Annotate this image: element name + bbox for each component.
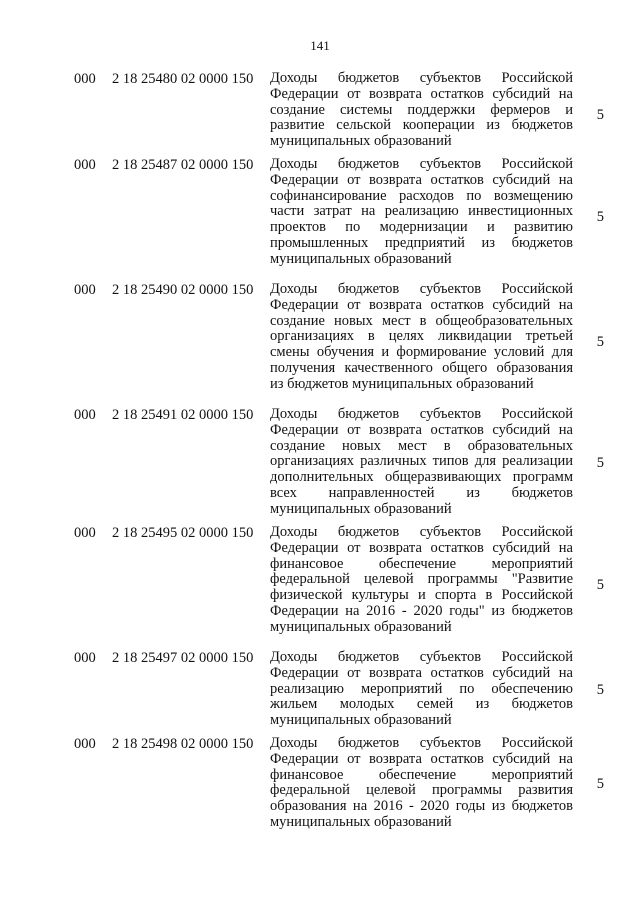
description-line: федеральной целевой программы развития (270, 782, 573, 799)
description-line: муниципальных образований (270, 618, 452, 635)
description-line: образования на 2016 - 2020 годы из бюджетов (270, 798, 573, 815)
description-line: Федерации от возврата остатков субсидий на (270, 664, 573, 681)
admin-code: 000 (74, 157, 96, 173)
rate-value: 5 (596, 776, 604, 792)
description-line: Федерации от возврата остатков субсидий на (270, 296, 573, 313)
description-line: дополнительных общеразвивающих программ (270, 469, 573, 486)
description-line: создание новых мест в образовательных (270, 437, 573, 454)
description-line: Федерации от возврата остатков субсидий на (270, 539, 573, 556)
income-code: 2 18 25497 02 0000 150 (112, 650, 254, 666)
description-line: Доходы бюджетов субъектов Российской (270, 524, 573, 540)
description-line: муниципальных образований (270, 133, 452, 150)
description-line: Федерации от возврата остатков субсидий на (270, 171, 573, 188)
income-code: 2 18 25480 02 0000 150 (112, 71, 254, 87)
description-line: финансовое обеспечение мероприятий (270, 766, 573, 783)
description-line: Федерации от возврата остатков субсидий на (270, 421, 573, 438)
description-line: из бюджетов муниципальных образований (270, 375, 534, 392)
income-description (270, 650, 573, 729)
description-line: проектов по модернизации и развитию (270, 219, 573, 236)
income-description (270, 736, 573, 831)
description-line: муниципальных образований (270, 712, 452, 729)
description-line: муниципальных образований (270, 250, 452, 267)
income-description (270, 525, 573, 636)
income-table (74, 71, 604, 836)
description-line: софинансирование расходов по возмещению (270, 187, 573, 204)
table-row (74, 71, 604, 157)
description-line: смены обучения и формирование условий для (270, 344, 573, 361)
rate-value: 5 (596, 107, 604, 123)
description-line: Федерации от возврата остатков субсидий на (270, 85, 573, 102)
admin-code: 000 (74, 525, 96, 541)
description-line: части затрат на реализацию инвестиционных (270, 203, 573, 220)
rate-value: 5 (596, 682, 604, 698)
income-code: 2 18 25495 02 0000 150 (112, 525, 254, 541)
description-line: Доходы бюджетов субъектов Российской (270, 649, 573, 665)
table-row (74, 282, 604, 407)
description-line: Федерации на 2016 - 2020 годы" из бюджетов (270, 602, 573, 619)
description-line: федеральной целевой программы "Развитие (270, 571, 573, 588)
description-line: получения качественного общего образования (270, 359, 573, 376)
rate-value: 5 (596, 577, 604, 593)
table-row (74, 407, 604, 525)
admin-code: 000 (74, 736, 96, 752)
description-line: организациях различных типов для реализации (270, 453, 573, 470)
table-row (74, 525, 604, 650)
admin-code: 000 (74, 650, 96, 666)
description-line: муниципальных образований (270, 500, 452, 517)
description-line: Доходы бюджетов субъектов Российской (270, 281, 573, 297)
description-line: Доходы бюджетов субъектов Российской (270, 70, 573, 86)
admin-code: 000 (74, 282, 96, 298)
description-line: развитие сельской кооперации из бюджетов (270, 117, 573, 134)
admin-code: 000 (74, 407, 96, 423)
income-code: 2 18 25498 02 0000 150 (112, 736, 254, 752)
income-description (270, 282, 573, 393)
description-line: создание системы поддержки фермеров и (270, 101, 573, 118)
rate-value: 5 (596, 455, 604, 471)
description-line: промышленных предприятий из бюджетов (270, 234, 573, 251)
rate-value: 5 (596, 209, 604, 225)
description-line: создание новых мест в общеобразовательных (270, 312, 573, 329)
description-line: реализацию мероприятий по обеспечению (270, 680, 573, 697)
income-code: 2 18 25491 02 0000 150 (112, 407, 254, 423)
income-code: 2 18 25490 02 0000 150 (112, 282, 254, 298)
income-code: 2 18 25487 02 0000 150 (112, 157, 254, 173)
page-number: 141 (310, 38, 330, 53)
description-line: физической культуры и спорта в Российской (270, 587, 573, 604)
income-description (270, 157, 573, 268)
income-description (270, 407, 573, 518)
description-line: Федерации от возврата остатков субсидий на (270, 750, 573, 767)
admin-code: 000 (74, 71, 96, 87)
description-line: финансовое обеспечение мероприятий (270, 555, 573, 572)
description-line: Доходы бюджетов субъектов Российской (270, 735, 573, 751)
description-line: организациях в целях ликвидации третьей (270, 328, 573, 345)
description-line: муниципальных образований (270, 813, 452, 830)
rate-value: 5 (596, 334, 604, 350)
income-description (270, 71, 573, 150)
description-line: всех направленностей из бюджетов (270, 484, 573, 501)
description-line: жильем молодых семей из бюджетов (270, 696, 573, 713)
description-line: Доходы бюджетов субъектов Российской (270, 156, 573, 172)
table-row (74, 157, 604, 282)
table-row (74, 736, 604, 836)
description-line: Доходы бюджетов субъектов Российской (270, 406, 573, 422)
table-row (74, 650, 604, 736)
